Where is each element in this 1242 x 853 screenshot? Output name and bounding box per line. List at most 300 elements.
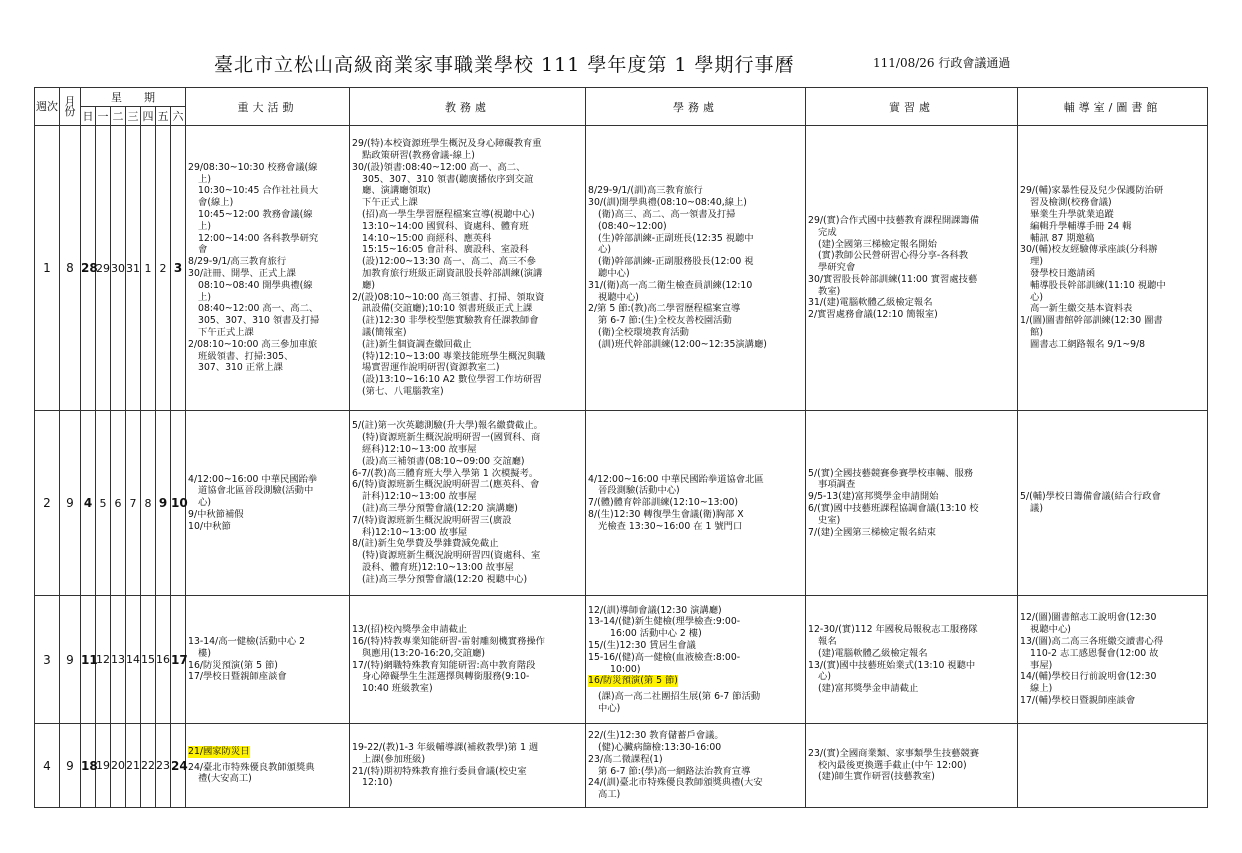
event-line <box>808 297 1015 309</box>
event-line <box>188 244 347 256</box>
header-day-tue: 二 <box>111 107 126 126</box>
event-line <box>352 527 583 539</box>
event-text: 道協會北區晉段測驗(活動中 <box>198 485 314 497</box>
event-line <box>808 624 1015 636</box>
event-text: 4/12:00~16:00 中華民國跆拳 <box>188 473 318 485</box>
event-line <box>188 746 347 762</box>
event-line <box>352 315 583 327</box>
event-text: (設)12:00~13:30 高一、高二、高三不參 <box>362 256 536 268</box>
header-day-sat: 六 <box>171 107 186 126</box>
event-line <box>588 730 803 742</box>
event-text: 15-16/(健)高一健檢(血液檢查:8:00- <box>588 651 741 663</box>
event-line <box>352 468 583 480</box>
header-counsel: 輔導室/圖書館 <box>1018 88 1208 126</box>
event-text: 視聽中心) <box>598 291 639 303</box>
event-line <box>188 209 347 221</box>
event-text: 設科、體育班)12:10~13:00 故事屋 <box>362 561 514 573</box>
event-text: 24/臺北市特殊優良教師頒獎典 <box>188 761 315 773</box>
event-text: 10:00) <box>610 663 641 675</box>
event-line <box>352 742 583 754</box>
event-text: 編輯升學輔導手冊 24 輯 <box>1030 220 1132 232</box>
event-text: (衛)幹部訓練-正副服務股長(12:00 視 <box>598 256 754 268</box>
event-text: 4/12:00~16:00 中華民國跆拳道協會北區 <box>588 473 764 485</box>
week-number: 4 <box>35 724 60 808</box>
header-month: 月份 <box>60 88 81 126</box>
event-line <box>352 386 583 398</box>
event-line <box>588 185 803 197</box>
event-text: 心) <box>198 497 211 509</box>
event-line <box>588 303 803 315</box>
event-line <box>588 221 803 233</box>
event-line <box>352 766 583 778</box>
academic-cell <box>350 411 586 596</box>
practice-cell <box>806 126 1018 411</box>
week-row <box>35 596 1208 724</box>
event-line <box>1020 327 1205 339</box>
event-text: 16/防災預演(第 5 節) <box>188 659 278 671</box>
event-text: 圖書志工網路報名 9/1~9/8 <box>1030 338 1146 350</box>
event-line <box>588 789 803 801</box>
event-line <box>588 244 803 256</box>
event-text: 30/(訓)開學典禮(08:10~08:40,線上) <box>588 197 747 209</box>
event-text: 15/(生)12:30 賃居生會議 <box>588 639 696 651</box>
academic-cell <box>350 596 586 724</box>
event-line <box>352 432 583 444</box>
major-cell <box>186 724 350 808</box>
event-line <box>808 683 1015 695</box>
event-text: (特)12:10~13:00 專業技能班學生概況與職 <box>362 350 546 362</box>
event-line <box>188 315 347 327</box>
week-row <box>35 126 1208 411</box>
header-day-sun: 日 <box>81 107 96 126</box>
event-text: 5/(實)全國技藝競賽參賽學校車輛、服務 <box>808 467 974 479</box>
event-text: 學研究會 <box>818 262 856 274</box>
counsel-cell <box>1018 724 1208 808</box>
event-line <box>188 256 347 268</box>
event-line <box>588 605 803 617</box>
event-line <box>188 292 347 304</box>
event-text: 廳、演講廳領取) <box>362 185 431 197</box>
event-text: 科)12:10~13:00 故事屋 <box>362 526 468 538</box>
event-text: 高工) <box>598 789 621 801</box>
event-text: 校內最後更換選手截止(中午 12:00) <box>818 759 967 771</box>
event-text: 13/(實)國中技藝班始業式(13:10 視聽中 <box>808 659 976 671</box>
event-line <box>352 362 583 374</box>
event-line <box>352 303 583 315</box>
event-line <box>352 777 583 789</box>
event-text: 7/(特)資源班新生概況說明研習三(廣設 <box>352 514 512 526</box>
event-line <box>188 280 347 292</box>
event-line <box>352 197 583 209</box>
event-text: (設)高三補領書(08:10~09:00 交誼廳) <box>362 455 525 467</box>
event-line <box>1020 648 1205 660</box>
practice-cell <box>806 596 1018 724</box>
event-line <box>188 762 347 774</box>
header-academic: 教務處 <box>350 88 586 126</box>
event-line <box>188 773 347 785</box>
event-text: 6/(特)資源班新生概況說明研習二(應英科、會 <box>352 479 540 491</box>
event-text: 理) <box>1030 256 1043 268</box>
event-text: 會 <box>198 244 208 256</box>
event-line <box>188 339 347 351</box>
event-text: 08:40~12:00 高一、高二、 <box>198 303 319 315</box>
event-line <box>588 474 803 486</box>
event-text: 心) <box>598 244 611 256</box>
event-text: 13/(招)校內獎學金申請截止 <box>352 624 468 636</box>
day-number: 30 <box>111 126 126 411</box>
event-text: 7/(建)全國第三梯檢定報名結束 <box>808 526 936 538</box>
event-line <box>188 362 347 374</box>
event-line <box>352 624 583 636</box>
month-number: 9 <box>60 596 81 724</box>
header-day-wed: 三 <box>126 107 141 126</box>
day-number: 7 <box>126 411 141 596</box>
header-student: 學務處 <box>586 88 806 126</box>
day-number: 4 <box>81 411 96 596</box>
day-number: 18 <box>81 724 96 808</box>
event-text: 晉段測驗(活動中心) <box>598 485 680 497</box>
counsel-cell <box>1018 411 1208 596</box>
week-row <box>35 724 1208 808</box>
event-text: 發學校日邀請函 <box>1030 268 1096 279</box>
event-line <box>808 479 1015 491</box>
event-text: (招)高一學生學習歷程檔案宣導(視聽中心) <box>362 209 535 221</box>
event-line <box>1020 292 1205 304</box>
event-text: 12:00~14:00 各科教學研究 <box>198 232 319 244</box>
event-line <box>352 138 583 150</box>
day-number: 15 <box>141 596 156 724</box>
day-number: 17 <box>171 596 186 724</box>
event-line <box>188 636 347 648</box>
event-text: (建)全國第三梯檢定報名開始 <box>818 238 937 250</box>
event-line <box>352 420 583 432</box>
event-line <box>588 664 803 676</box>
event-line <box>588 521 803 533</box>
major-cell <box>186 411 350 596</box>
week-number: 1 <box>35 126 60 411</box>
student-cell <box>586 411 806 596</box>
highlighted-event-text: 16/防災預演(第 5 節) <box>588 675 678 687</box>
event-line <box>1020 197 1205 209</box>
event-line <box>588 754 803 766</box>
event-text: 輔導股長幹部訓練(11:10 視聽中 <box>1030 279 1166 291</box>
event-line <box>1020 683 1205 695</box>
event-text: 上) <box>198 220 211 232</box>
event-line <box>188 671 347 683</box>
event-text: 畢業生升學就業追蹤 <box>1030 209 1114 221</box>
event-text: 13:10~14:00 國貿科、資處科、體育班 <box>362 220 529 232</box>
event-text: 30/(設)領書:08:40~12:00 高一、高二、 <box>352 161 526 173</box>
event-line <box>588 485 803 497</box>
week-number: 3 <box>35 596 60 724</box>
event-text: 心) <box>1030 291 1043 303</box>
event-text: (註)高三學分預警會議(12:20 視聽中心) <box>362 573 528 585</box>
event-text: (課)高一高二社團招生展(第 6-7 節活動 <box>598 690 761 702</box>
event-text: 31/(建)電腦軟體乙級檢定報名 <box>808 297 933 309</box>
event-line <box>808 671 1015 683</box>
event-line <box>588 777 803 789</box>
event-text: 14/(輔)學校日行前說明會(12:30 <box>1020 671 1157 683</box>
event-line <box>588 640 803 652</box>
event-line <box>588 327 803 339</box>
event-text: 高一新生繳交基本資料表 <box>1030 303 1133 315</box>
event-line <box>1020 624 1205 636</box>
event-text: 9/5-13(建)富邦獎學金申請開始 <box>808 491 939 503</box>
event-line <box>808 636 1015 648</box>
event-line <box>588 652 803 664</box>
event-text: 2/(設)08:10~10:00 高三領書、打掃、領取資 <box>352 291 545 303</box>
event-text: 10:45~12:00 教務會議(線 <box>198 209 313 221</box>
event-text: 29/(特)本校資源班學生概況及身心障礙教育重 <box>352 138 542 150</box>
event-text: (實)教師公民營研習心得分享-各科教 <box>818 250 969 262</box>
event-text: (第七、八電腦教室) <box>362 385 444 397</box>
day-number: 21 <box>126 724 141 808</box>
day-number: 6 <box>111 411 126 596</box>
event-line <box>352 550 583 562</box>
day-number: 8 <box>141 411 156 596</box>
event-line <box>588 280 803 292</box>
event-text: 視聽中心) <box>1030 624 1071 636</box>
event-text: 班級領書、打掃:305、 <box>198 350 294 362</box>
event-text: 5/(註)第一次英聽測驗(升大學)報名繳費截止。 <box>352 420 543 432</box>
event-text: 305、307、310 領書(聽廣播依序到交誼 <box>362 173 534 185</box>
day-number: 3 <box>171 126 186 411</box>
event-line <box>352 280 583 292</box>
event-line <box>352 174 583 186</box>
day-number: 31 <box>126 126 141 411</box>
event-line <box>588 691 803 703</box>
event-line <box>808 468 1015 480</box>
event-line <box>352 456 583 468</box>
event-text: 經科)12:10~13:00 故事屋 <box>362 444 477 456</box>
event-text: 議) <box>1030 503 1043 514</box>
event-text: (註)新生個資調查繳回截止 <box>362 338 472 350</box>
day-number: 16 <box>156 596 171 724</box>
major-cell <box>186 596 350 724</box>
event-text: (設)13:10~16:10 A2 數位學習工作坊研習 <box>362 374 542 386</box>
counsel-cell <box>1018 596 1208 724</box>
event-text: 事屋) <box>1030 659 1053 671</box>
event-line <box>188 303 347 315</box>
event-line <box>188 497 347 509</box>
event-text: 報名 <box>818 635 837 647</box>
day-number: 11 <box>81 596 96 724</box>
event-line <box>1020 233 1205 245</box>
event-text: 計科)12:10~13:00 故事屋 <box>362 491 477 503</box>
event-line <box>588 509 803 521</box>
day-number: 1 <box>141 126 156 411</box>
event-line <box>1020 660 1205 672</box>
event-line <box>808 262 1015 274</box>
event-text: (生)幹部訓練-正副班長(12:35 視聽中 <box>598 232 754 244</box>
event-line <box>588 339 803 351</box>
practice-cell <box>806 411 1018 596</box>
event-text: (註)12:30 非學校型態實驗教育任課教師會 <box>362 315 539 327</box>
event-text: 第 6-7 節:(生)全校友善校園活動 <box>598 315 732 327</box>
day-number: 14 <box>126 596 141 724</box>
day-number: 28 <box>81 126 96 411</box>
event-line <box>588 256 803 268</box>
event-line <box>188 351 347 363</box>
event-line <box>808 503 1015 515</box>
event-text: 線上) <box>1030 683 1053 695</box>
event-line <box>1020 695 1205 707</box>
event-text: 禮(大安高工) <box>198 773 252 785</box>
event-text: 習及檢測(校務會議) <box>1030 197 1112 209</box>
event-text: 13-14/高一健檢(活動中心 2 <box>188 635 306 647</box>
highlighted-event-text: 21/國家防災日 <box>188 745 250 757</box>
academic-cell <box>350 724 586 808</box>
day-number: 12 <box>96 596 111 724</box>
month-number: 8 <box>60 126 81 411</box>
event-text: 16/(特)特教專業知能研習-雷射雕刻機實務操作 <box>352 635 545 647</box>
event-line <box>188 485 347 497</box>
event-line <box>352 660 583 672</box>
event-line <box>188 268 347 280</box>
header-week: 週次 <box>35 88 60 126</box>
event-text: 館) <box>1030 326 1043 338</box>
event-text: 10/中秋節 <box>188 520 231 532</box>
event-text: 30/實習股長幹部訓練(11:00 實習處技藝 <box>808 273 978 285</box>
event-line <box>352 636 583 648</box>
event-line <box>188 174 347 186</box>
event-text: 30/(輔)校友經驗傳承座談(分科辦 <box>1020 244 1158 256</box>
event-text: 10:30~10:45 合作社社員大 <box>198 185 319 197</box>
event-text: (訓)班代幹部訓練(12:00~12:35演講廳) <box>598 338 767 350</box>
event-line <box>588 616 803 628</box>
event-line <box>1020 315 1205 327</box>
event-line <box>808 660 1015 672</box>
event-line <box>1020 209 1205 221</box>
event-text: 廳) <box>362 279 375 291</box>
day-number: 24 <box>171 724 186 808</box>
day-number: 22 <box>141 724 156 808</box>
event-line <box>188 509 347 521</box>
event-line <box>1020 280 1205 292</box>
event-text: 12:10) <box>362 777 393 789</box>
event-text: 31/(衛)高一高二衛生檢查員訓練(12:10 <box>588 279 753 291</box>
event-text: 會(線上) <box>198 197 234 209</box>
event-text: 29/(輔)家暴性侵及兒少保護防治研 <box>1020 185 1164 197</box>
header-day-mon: 一 <box>96 107 111 126</box>
calendar-title: 臺北市立松山高級商業家事職業學校 111 學年度第 1 學期行事曆 <box>214 54 795 76</box>
event-text: 聽中心) <box>598 268 630 279</box>
major-cell <box>186 126 350 411</box>
event-line <box>188 660 347 672</box>
event-line <box>352 221 583 233</box>
student-cell <box>586 724 806 808</box>
event-text: 2/實習處務會議(12:10 簡報室) <box>808 309 938 321</box>
event-line <box>588 628 803 640</box>
event-text: 心) <box>818 671 831 683</box>
event-text: 12/(圖)圖書館志工說明會(12:30 <box>1020 612 1157 624</box>
event-text: 9/中秋節補假 <box>188 508 244 520</box>
event-line <box>588 268 803 280</box>
week-row <box>35 411 1208 596</box>
event-text: 2/第 5 節:(教)高二學習歷程檔案宣導 <box>588 303 741 315</box>
school-calendar-table <box>34 87 1208 808</box>
event-line <box>1020 671 1205 683</box>
event-text: 19-22/(教)1-3 年級輔導課(補救教學)第 1 週 <box>352 741 539 753</box>
event-line <box>188 648 347 660</box>
event-line <box>1020 303 1205 315</box>
event-text: (衛)高三、高二、高一領書及打掃 <box>598 209 736 221</box>
event-line <box>1020 503 1205 515</box>
header-day-thu: 四 <box>141 107 156 126</box>
event-text: 中心) <box>598 702 621 714</box>
student-cell <box>586 596 806 724</box>
event-text: (健)心臟病篩檢:13:30-16:00 <box>598 741 722 753</box>
event-text: 上) <box>198 291 211 303</box>
event-text: 場實習運作說明研習(資源教室二) <box>362 362 500 374</box>
event-line <box>352 292 583 304</box>
event-text: 29/(實)合作式國中技藝教育課程開課籌備 <box>808 214 980 226</box>
event-line <box>808 227 1015 239</box>
event-text: 事項調查 <box>818 479 856 491</box>
event-text: 08:10~08:40 開學典禮(線 <box>198 279 313 291</box>
event-text: 6/(實)國中技藝班課程協調會議(13:10 校 <box>808 503 979 514</box>
event-text: 下午正式上課 <box>362 197 418 209</box>
event-text: (註)高三學分預警會議(12:20 演講廳) <box>362 503 518 514</box>
event-text: 16:00 活動中心 2 樓) <box>610 628 702 640</box>
event-text: (衛)全校環境教育活動 <box>598 326 689 338</box>
event-line <box>1020 268 1205 280</box>
event-text: (特)資源班新生概況說明研習一(國貿科、商 <box>362 432 541 444</box>
event-line <box>352 351 583 363</box>
event-text: 23/(實)全國商業類、家事類學生技藝競賽 <box>808 747 980 759</box>
event-text: 30/註冊、開學、正式上課 <box>188 268 296 279</box>
event-line <box>188 521 347 533</box>
day-number: 10 <box>171 411 186 596</box>
event-text: 305、307、310 領書及打掃 <box>198 315 320 327</box>
event-line <box>808 250 1015 262</box>
event-text: 10:40 班級教室) <box>362 683 433 695</box>
event-line <box>352 209 583 221</box>
event-text: 點政策研習(教務會議-線上) <box>362 150 475 162</box>
event-text: 與應用(13:20-16:20,交誼廳) <box>362 647 485 659</box>
day-number: 5 <box>96 411 111 596</box>
event-line <box>188 197 347 209</box>
event-line <box>352 256 583 268</box>
day-number: 29 <box>96 126 111 411</box>
approval-note: 111/08/26 行政會議通過 <box>873 56 1011 70</box>
event-line <box>352 185 583 197</box>
event-line <box>588 497 803 509</box>
event-text: 8/29-9/1/高三教育旅行 <box>188 256 287 268</box>
event-line <box>588 197 803 209</box>
event-text: 1/(圖)圖書館幹部訓練(12:30 圖書 <box>1020 315 1163 327</box>
event-line <box>588 233 803 245</box>
event-line <box>352 503 583 515</box>
event-line <box>352 671 583 683</box>
event-text: 12/(訓)導師會議(12:30 演講廳) <box>588 604 722 616</box>
event-text: 加教育旅行班級正副資訊股長幹部訓練(演講 <box>362 268 543 279</box>
event-line <box>808 239 1015 251</box>
event-line <box>352 244 583 256</box>
event-line <box>808 215 1015 227</box>
day-number: 2 <box>156 126 171 411</box>
student-cell <box>586 126 806 411</box>
event-text: (08:40~12:00) <box>598 220 667 232</box>
event-line <box>1020 612 1205 624</box>
academic-cell <box>350 126 586 411</box>
day-number: 9 <box>156 411 171 596</box>
event-line <box>352 444 583 456</box>
event-text: 完成 <box>818 226 837 238</box>
practice-cell <box>806 724 1018 808</box>
event-line <box>1020 244 1205 256</box>
event-line <box>188 474 347 486</box>
